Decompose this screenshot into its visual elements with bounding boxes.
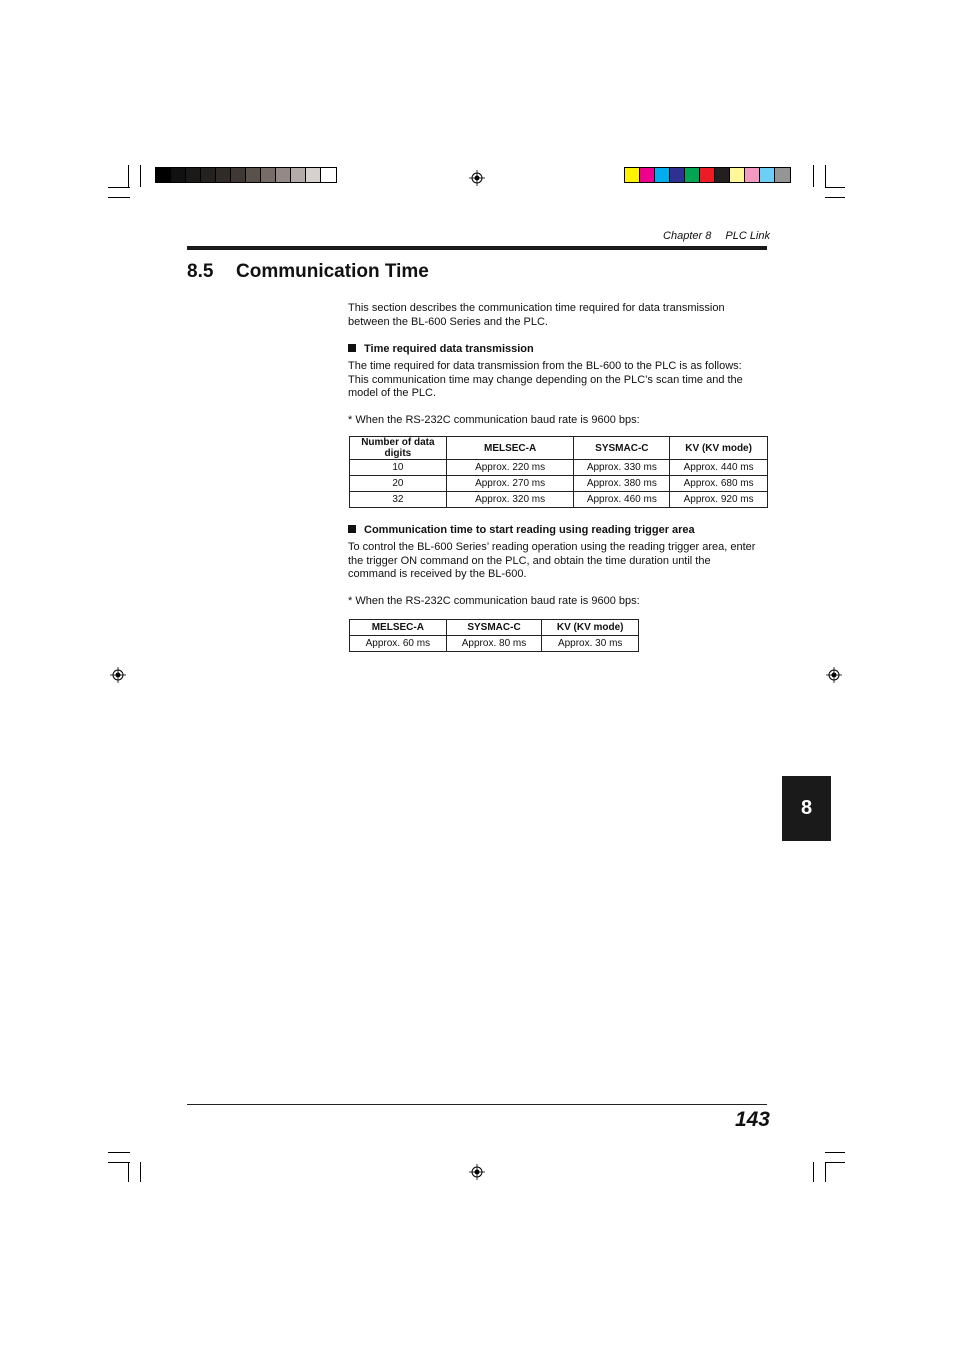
- table-row: [350, 476, 768, 492]
- color-swatch: [321, 168, 336, 182]
- registration-mark-icon: [469, 170, 485, 186]
- table-cell: Approx. 440 ms: [670, 460, 768, 476]
- column-header: SYSMAC-C: [446, 620, 542, 636]
- color-swatch: [246, 168, 261, 182]
- color-swatch: [655, 168, 670, 182]
- column-header: KV (KV mode): [542, 620, 639, 636]
- crop-mark: [825, 1162, 845, 1163]
- crop-mark: [813, 165, 814, 187]
- grayscale-bar: [155, 167, 337, 183]
- section-number: 8.5: [187, 261, 214, 282]
- table-cell: 10: [350, 460, 447, 476]
- table-cell: Approx. 60 ms: [350, 636, 447, 652]
- column-header: MELSEC-A: [446, 437, 574, 460]
- block1-body-text: The time required for data transmission from the BL-600 to the PLC is as follows: This communication time may change depending on the PLC’s scan time and the model of the PLC.: [348, 360, 743, 399]
- block2-note: [348, 595, 768, 609]
- registration-mark-icon: [469, 1164, 485, 1180]
- crop-mark: [140, 165, 141, 187]
- table-cell: Approx. 80 ms: [446, 636, 542, 652]
- data-transmission-table: [349, 436, 768, 508]
- table-cell: Approx. 920 ms: [670, 492, 768, 508]
- color-swatch: [201, 168, 216, 182]
- header-chapter: Chapter 8: [663, 230, 712, 242]
- color-swatch: [216, 168, 231, 182]
- table-cell: Approx. 330 ms: [574, 460, 670, 476]
- crop-mark: [108, 197, 130, 198]
- table-cell: 20: [350, 476, 447, 492]
- table-cell: Approx. 380 ms: [574, 476, 670, 492]
- registration-mark-icon: [110, 667, 126, 683]
- column-header: MELSEC-A: [350, 620, 447, 636]
- block1-note: [348, 414, 768, 428]
- column-header: SYSMAC-C: [574, 437, 670, 460]
- color-swatch: [775, 168, 790, 182]
- color-swatch: [156, 168, 171, 182]
- color-swatch: [760, 168, 775, 182]
- crop-mark: [825, 197, 845, 198]
- chapter-tab: 8: [782, 776, 831, 841]
- crop-mark: [108, 187, 130, 188]
- color-swatch: [291, 168, 306, 182]
- table-cell: Approx. 680 ms: [670, 476, 768, 492]
- color-swatch: [186, 168, 201, 182]
- block2-heading: [348, 524, 768, 538]
- color-swatch: [640, 168, 655, 182]
- block1-heading: [348, 343, 768, 357]
- column-header: Number of data digits: [350, 437, 447, 460]
- crop-mark: [108, 1162, 130, 1163]
- crop-mark: [825, 187, 845, 188]
- block1-body: [348, 360, 763, 401]
- table-cell: Approx. 270 ms: [446, 476, 574, 492]
- block1-heading-text: Time required data transmission: [364, 343, 534, 355]
- square-bullet-icon: [348, 525, 356, 533]
- footer-rule: [187, 1104, 767, 1105]
- registration-mark-icon: [826, 667, 842, 683]
- table-header-row: [350, 620, 639, 636]
- block2-body-text: To control the BL-600 Series’ reading operation using the reading trigger area, enter the trigger ON command on the PLC, and obtain the time duration until the command is received by the BL-600.: [348, 541, 756, 580]
- table-header-row: [350, 437, 768, 460]
- block2-heading-text: Communication time to start reading using reading trigger area: [364, 524, 695, 536]
- color-swatch: [745, 168, 760, 182]
- crop-mark: [108, 1152, 130, 1153]
- table-row: [350, 636, 639, 652]
- crop-mark: [813, 1162, 814, 1182]
- color-swatch: [730, 168, 745, 182]
- table-cell: 32: [350, 492, 447, 508]
- page-number: 143: [734, 1108, 770, 1131]
- block1-note-text: * When the RS-232C communication baud rate is 9600 bps:: [348, 414, 640, 426]
- table-row: [350, 460, 768, 476]
- reading-trigger-table: [349, 619, 639, 652]
- intro-paragraph: [348, 302, 768, 329]
- crop-mark: [128, 1162, 129, 1182]
- intro-text: This section describes the communication time required for data transmission between the BL-600 Series and the PLC.: [348, 302, 725, 328]
- block2-body: [348, 541, 758, 582]
- color-swatch: [625, 168, 640, 182]
- table-cell: Approx. 30 ms: [542, 636, 639, 652]
- color-bar: [624, 167, 791, 183]
- running-header: [663, 230, 770, 242]
- column-header: KV (KV mode): [670, 437, 768, 460]
- crop-mark: [128, 165, 129, 187]
- section-title: [187, 261, 429, 283]
- color-swatch: [276, 168, 291, 182]
- crop-mark: [825, 1162, 826, 1182]
- header-chapter-title: PLC Link: [725, 230, 770, 242]
- color-swatch: [715, 168, 730, 182]
- block2-note-text: * When the RS-232C communication baud rate is 9600 bps:: [348, 595, 640, 607]
- crop-mark: [825, 165, 826, 187]
- crop-mark: [825, 1152, 845, 1153]
- table-cell: Approx. 320 ms: [446, 492, 574, 508]
- table-row: [350, 492, 768, 508]
- table-cell: Approx. 220 ms: [446, 460, 574, 476]
- square-bullet-icon: [348, 344, 356, 352]
- header-rule: [187, 246, 767, 250]
- section-title-text: Communication Time: [236, 261, 429, 282]
- color-swatch: [171, 168, 186, 182]
- crop-mark: [140, 1162, 141, 1182]
- color-swatch: [670, 168, 685, 182]
- color-swatch: [261, 168, 276, 182]
- color-swatch: [685, 168, 700, 182]
- table-cell: Approx. 460 ms: [574, 492, 670, 508]
- color-swatch: [231, 168, 246, 182]
- color-swatch: [700, 168, 715, 182]
- color-swatch: [306, 168, 321, 182]
